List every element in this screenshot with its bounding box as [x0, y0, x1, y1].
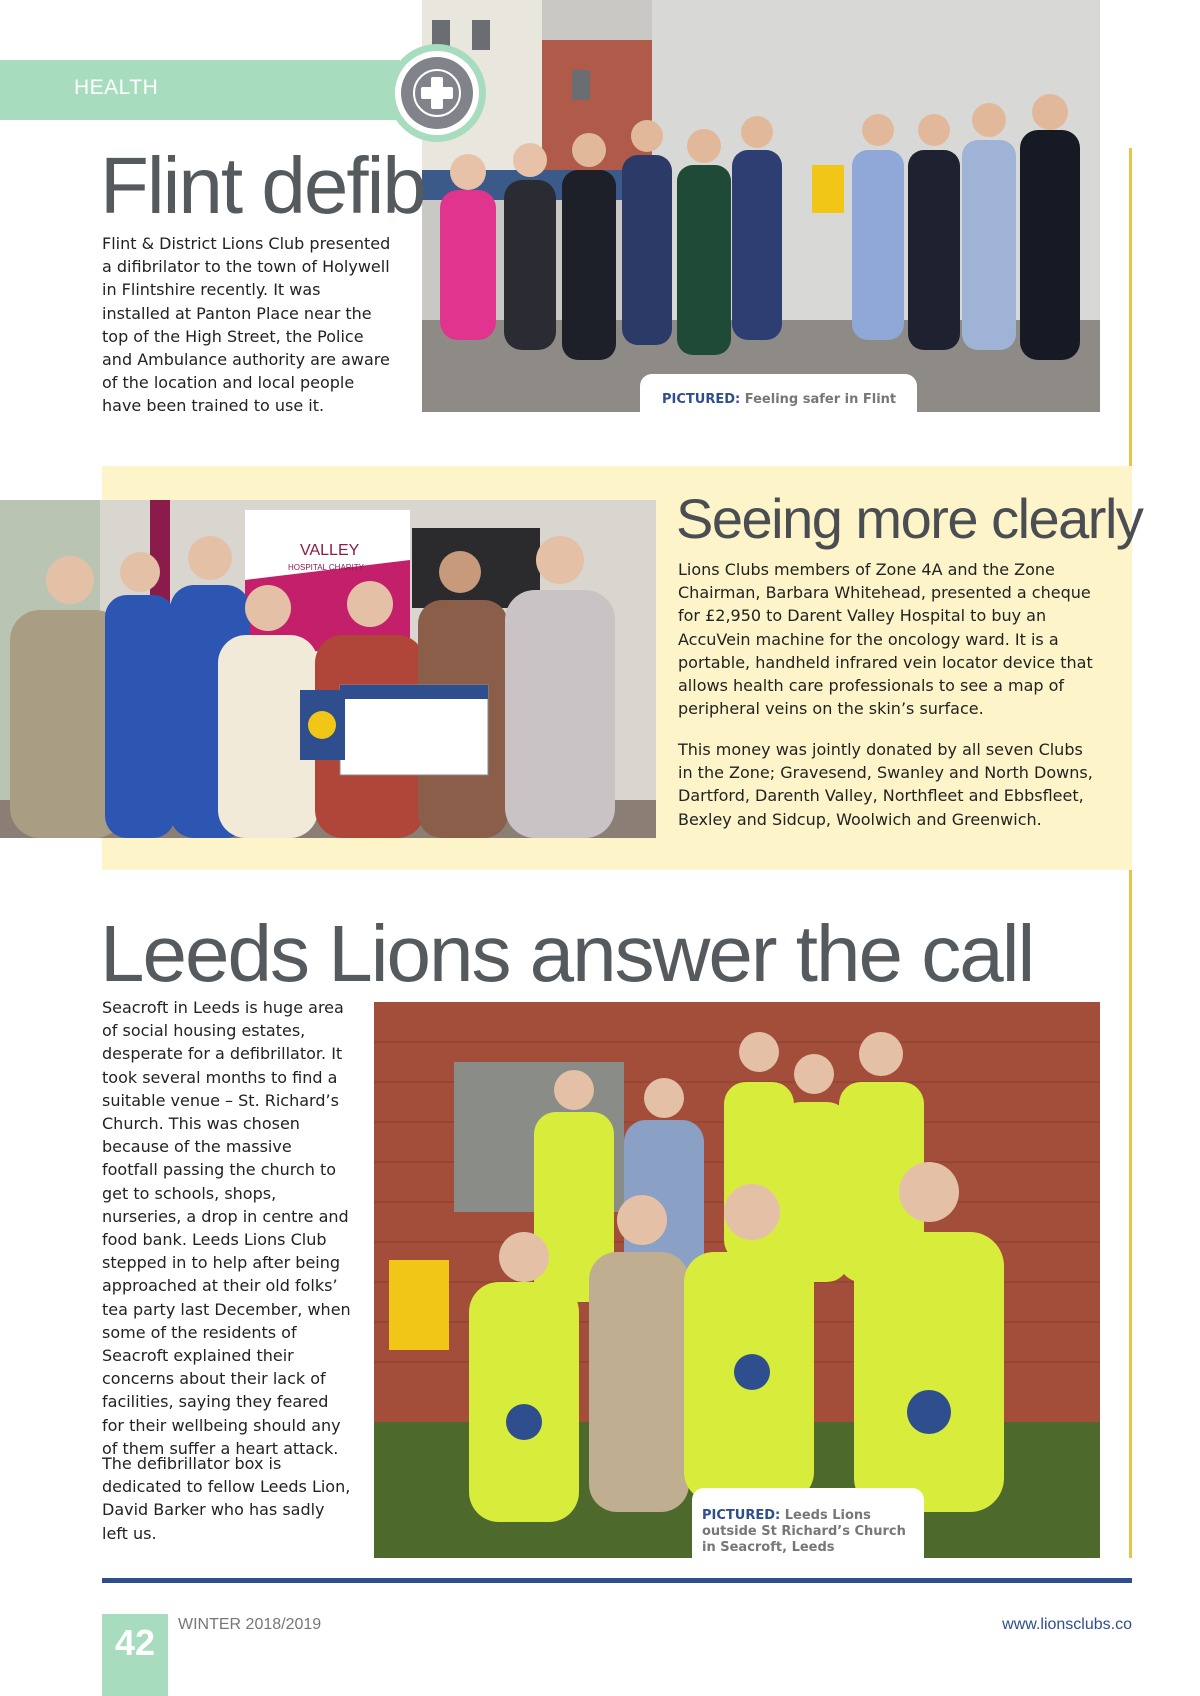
- page-number: 42: [114, 1622, 156, 1663]
- section-badge: [388, 44, 486, 142]
- flint-caption-label: PICTURED:: [662, 392, 741, 407]
- seeing-body-paragraph-1: Lions Clubs members of Zone 4A and the Zone Chairman, Barbara Whitehead, presented a cheque for £2,950 to Darent Valley Hospital to buy an AccuVein machine for the oncology ward. It is a portable, handheld infrared vein locator device that allows health care professionals to see a map of peripheral veins on the skin’s surface.: [678, 560, 1093, 719]
- valley-hospital-photo: [0, 500, 656, 838]
- leeds-headline: Leeds Lions answer the call: [100, 909, 1034, 998]
- flint-body: Flint & District Lions Club presented a difibrilator to the town of Holywell in Flintshire recently. It was installed at Panton Place near the top of the High Street, the Police and Ambulance authority are aware of the location and local people have been trained to use it.: [102, 234, 391, 416]
- section-label: HEALTH: [74, 76, 159, 99]
- medical-cross-icon: [413, 69, 461, 117]
- leeds-photo: [374, 1002, 1100, 1558]
- issue-label: WINTER 2018/2019: [178, 1616, 322, 1633]
- leeds-caption-label: PICTURED:: [702, 1508, 781, 1523]
- leeds-caption: [692, 1488, 924, 1558]
- flint-caption-text: Feeling safer in Flint: [740, 392, 897, 407]
- leeds-body-paragraph-2: The defibrillator box is dedicated to fellow Leeds Lion, David Barker who has sadly left us.: [102, 1454, 351, 1543]
- seeing-headline: Seeing more clearly: [676, 487, 1143, 550]
- leeds-body-paragraph-1: Seacroft in Leeds is huge area of social housing estates, desperate for a defibrillator. It took several months to find a suitable venue – St. Richard’s Church. This was chosen because of the massive footfall passing the church to get to schools, shops, nurseries, a drop in centre and food bank. Leeds Lions Club stepped in to help after being approached at their old folks’ tea party last December, when some of the residents of Seacroft explained their concerns about their lack of facilities, saying they feared for their wellbeing should any of them suffer a heart attack.: [102, 998, 351, 1458]
- valley-banner-subtext: HOSPITAL CHARITY: [288, 563, 365, 572]
- website-link[interactable]: www.lionsclubs.co: [1002, 1616, 1132, 1633]
- seeing-body-paragraph-2: This money was jointly donated by all seven Clubs in the Zone; Gravesend, Swanley and North Downs, Dartford, Darenth Valley, Northfleet and Ebbsfleet, Bexley and Sidcup, Woolwich and Greenwich.: [678, 740, 1093, 829]
- leeds-caption-text: Leeds Lions outside St Richard’s Church in Seacroft, Leeds: [702, 1508, 906, 1555]
- flint-headline: Flint defib: [100, 141, 425, 230]
- flint-caption: [640, 374, 917, 412]
- valley-banner-text: VALLEY: [300, 542, 360, 559]
- footer-rule: [102, 1578, 1132, 1583]
- section-banner: [0, 60, 400, 120]
- flint-photo: [422, 0, 1100, 412]
